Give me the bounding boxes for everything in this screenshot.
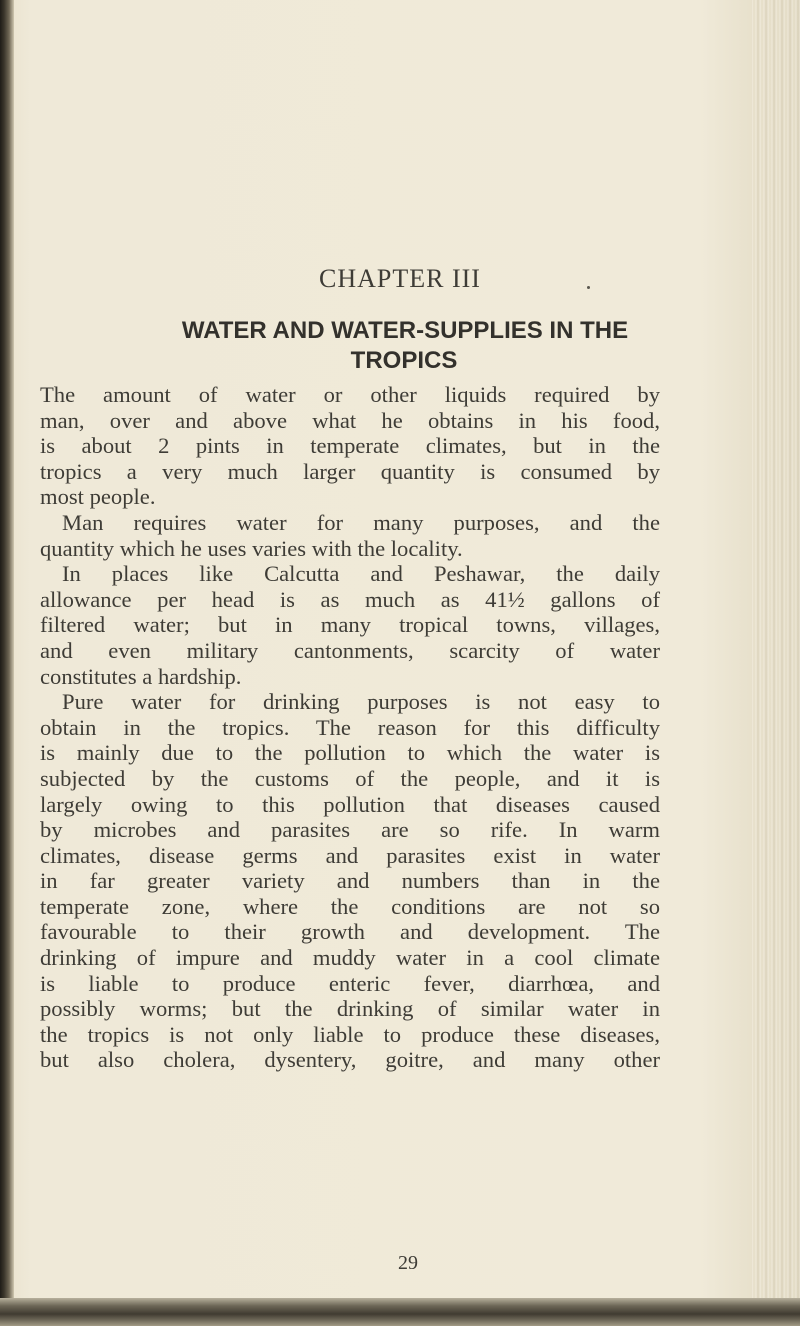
text-line: Man requires water for many purposes, and the (62, 509, 660, 535)
text-line: largely owing to this pollution that diseases caused (40, 791, 660, 817)
page-binding-edge (0, 0, 14, 1326)
text-line: man, over and above what he obtains in his food, (40, 407, 660, 433)
chapter-title-line: TROPICS (350, 347, 458, 374)
page-number-text: 29 (398, 1252, 418, 1274)
text-line: obtain in the tropics. The reason for this difficulty (40, 714, 660, 740)
text-line: subjected by the customs of the people, and it is (40, 765, 660, 791)
chapter-title (0, 316, 800, 376)
page-fore-edge (752, 0, 800, 1326)
text-line: the tropics is not only liable to produce these diseases, (40, 1021, 660, 1047)
text-line: drinking of impure and muddy water in a cool climate (40, 945, 660, 971)
text-line: The amount of water or other liquids required by (40, 382, 660, 407)
text-line: is mainly due to the pollution to which the water is (40, 740, 660, 766)
chapter-label: CHAPTER III (319, 264, 481, 293)
text-line: is about 2 pints in temperate climates, but in the (40, 433, 660, 459)
text-line: in far greater variety and numbers than in the (40, 868, 660, 894)
text-line: is liable to produce enteric fever, diarrhœa, and (40, 970, 660, 996)
text-line: temperate zone, where the conditions are not so (40, 893, 660, 919)
text-line: possibly worms; but the drinking of similar water in (40, 996, 660, 1022)
text-line: constitutes a hardship. (40, 663, 242, 689)
text-line: quantity which he uses varies with the locality. (40, 535, 463, 561)
body-text (40, 382, 660, 1073)
text-line: allowance per head is as much as 41½ gallons of (40, 586, 660, 612)
chapter-title-line: WATER AND WATER-SUPPLIES IN THE (181, 317, 629, 344)
page-bottom-edge (0, 1298, 800, 1326)
text-line: tropics a very much larger quantity is consumed by (40, 458, 660, 484)
page-number (0, 1252, 800, 1275)
text-line: and even military cantonments, scarcity of water (40, 637, 660, 663)
text-line: climates, disease germs and parasites exist in water (40, 842, 660, 868)
text-line: by microbes and parasites are so rife. In warm (40, 817, 660, 843)
text-line: Pure water for drinking purposes is not easy to (62, 689, 660, 715)
stray-mark (587, 286, 590, 289)
text-line: most people. (40, 484, 156, 510)
text-line: In places like Calcutta and Peshawar, the daily (62, 561, 660, 587)
text-line: favourable to their growth and development. The (40, 919, 660, 945)
text-line: filtered water; but in many tropical towns, villages, (40, 612, 660, 638)
text-line: but also cholera, dysentery, goitre, and many other (40, 1047, 660, 1073)
